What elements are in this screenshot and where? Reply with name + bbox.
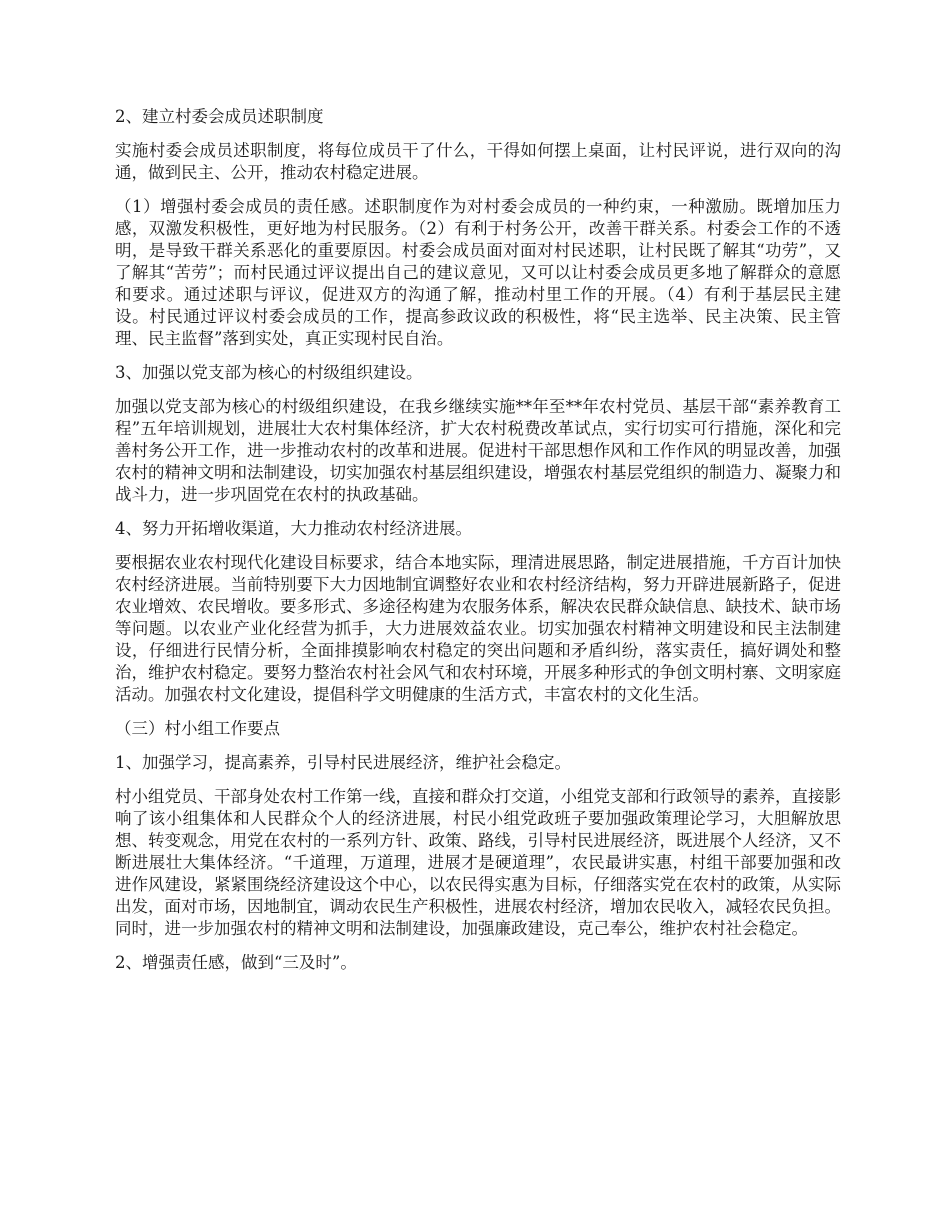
section-heading-income-channels: 4、努力开拓增收渠道，大力推动农村经济进展。 bbox=[115, 519, 472, 538]
paragraph-reporting-system-benefits: （1）增强村委会成员的责任感。述职制度作为对村委会成员的一种约束，一种激励。既增加压力感，双激发积极性，更好地为村民服务。（2）有利于村务公开，改善干群关系。村委会工作的不透明，是导致干群关系恶化的重要原因。村委会成员面对面对村民述职，让村民既了解其“功劳”，又了解其“苦劳”；而村民通过评议提出自己的建议意见，又可以让村委会成员更多地了解群众的意愿和要求。通过述职与评议，促进双方的沟通了解，推动村里工作的开展。（4）有利于基层民主建设。村民通过评议村委会成员的工作，提高参政议政的积极性，将“民主选举、民主决策、民主管理、民主监督”落到实处，真正实现村民自治。 bbox=[115, 197, 841, 348]
paragraph-reporting-system-intro: 实施村委会成员述职制度，将每位成员干了什么，干得如何摆上桌面，让村民评说，进行双向的沟通，做到民主、公开，推动农村稳定进展。 bbox=[115, 141, 841, 182]
section-heading-village-committee-reporting: 2、建立村委会成员述职制度 bbox=[115, 107, 324, 126]
paragraph-study-and-stability: 村小组党员、干部身处农村工作第一线，直接和群众打交道，小组党支部和行政领导的素养，直接影响了该小组集体和人民群众个人的经济进展，村民小组党政班子要加强政策理论学习，大胆解放思想、转变观念，用党在农村的一系列方针、政策、路线，引导村民进展经济，既进展个人经济，又不断进展壮大集体经济。“千道理，万道理，进展才是硬道理”，农民最讲实惠，村组干部要加强和改进作风建设，紧紧围绕经济建设这个中心，以农民得实惠为目标，仔细落实党在农村的政策，从实际出发，面对市场，因地制宜，调动农民生产积极性，进展农村经济，增加农民收入，减轻农民负担。同时，进一步加强农村的精神文明和法制建设，加强廉政建设，克己奉公，维护农村社会稳定。 bbox=[115, 787, 841, 938]
section-heading-party-branch: 3、加强以党支部为核心的村级组织建设。 bbox=[115, 363, 423, 382]
section-heading-study-and-stability: 1、加强学习，提高素养，引导村民进展经济，维护社会稳定。 bbox=[115, 753, 571, 772]
section-heading-village-group-work: （三）村小组工作要点 bbox=[115, 719, 280, 738]
section-heading-responsibility: 2、增强责任感，做到“三及时”。 bbox=[115, 953, 357, 972]
paragraph-party-branch: 加强以党支部为核心的村级组织建设，在我乡继续实施**年至**年农村党员、基层干部“素养教育工程”五年培训规划，进展壮大农村集体经济，扩大农村税费改革试点，实行切实可行措施，深化和完善村务公开工作，进一步推动农村的改革和进展。促进村干部思想作风和工作作风的明显改善，加强农村的精神文明和法制建设，切实加强农村基层组织建设，增强农村基层党组织的制造力、凝聚力和战斗力，进一步巩固党在农村的执政基础。 bbox=[115, 397, 841, 504]
paragraph-income-channels: 要根据农业农村现代化建设目标要求，结合本地实际，理清进展思路，制定进展措施，千方百计加快农村经济进展。当前特别要下大力因地制宜调整好农业和农村经济结构，努力开辟进展新路子，促进农业增效、农民增收。要多形式、多途径构建为农服务体系，解决农民群众缺信息、缺技术、缺市场等问题。以农业产业化经营为抓手，大力进展效益农业。切实加强农村精神文明建设和民主法制建设，仔细进行民情分析，全面排摸影响农村稳定的突出问题和矛盾纠纷，落实责任，搞好调处和整治，维护农村稳定。要努力整治农村社会风气和农村环境，开展多种形式的争创文明村寨、文明家庭活动。加强农村文化建设，提倡科学文明健康的生活方式，丰富农村的文化生活。 bbox=[115, 553, 841, 704]
document-page bbox=[115, 106, 841, 986]
